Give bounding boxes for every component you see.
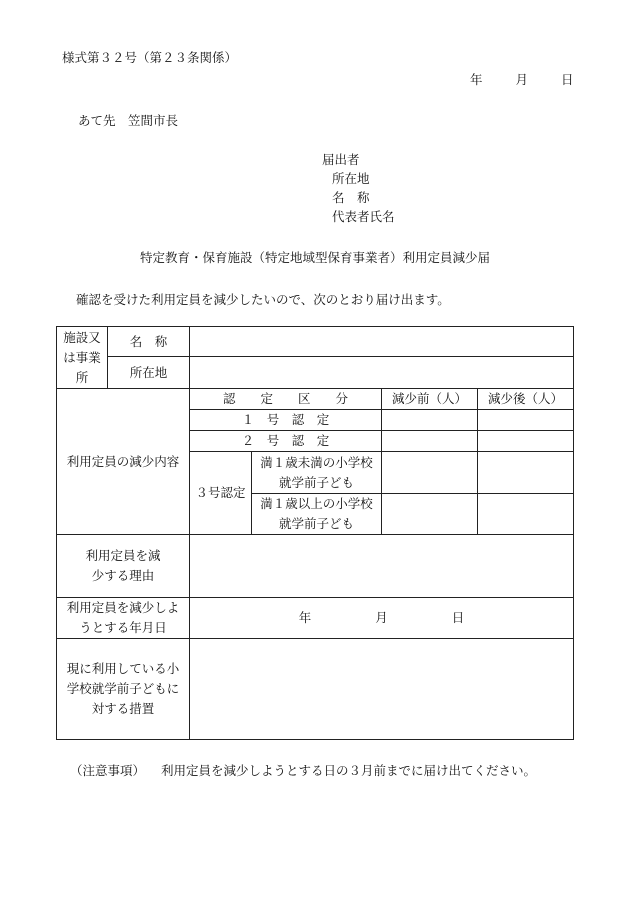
notes [70,761,536,779]
document-title: 特定教育・保育施設（特定地域型保育事業者）利用定員減少届 [139,250,490,265]
facility-address-label: 所在地 [108,357,190,389]
addressee: あて先 笠間市長 [78,113,179,128]
date-day: 日 [561,72,574,87]
facility-name-label: 名 称 [108,327,190,357]
cert1-after-cell[interactable] [478,410,574,431]
cert2-before-cell[interactable] [382,431,478,452]
capacity-reduction-label: 利用定員の減少内容 [57,389,190,535]
submission-date [470,70,574,88]
cert3-over1-label: 満１歳以上の小学校就学前子ども [252,494,382,535]
cert3-label: ３号認定 [190,452,252,535]
cert3-under1-label: 満１歳未満の小学校就学前子ども [252,452,382,494]
col-after-header: 減少後（人） [478,389,574,410]
reason-value[interactable] [190,535,574,598]
notifier-label: 届出者 [322,152,360,167]
notifier-block [322,150,395,226]
col-category-header: 認 定 区 分 [190,389,382,410]
cert3-over1-before-cell[interactable] [382,494,478,535]
cert3-under1-after-cell[interactable] [478,452,574,494]
cert3-over1-after-cell[interactable] [478,494,574,535]
cert1-label: １ 号 認 定 [190,410,382,431]
notification-table [56,326,574,740]
date-year: 年 [470,72,483,87]
cert2-label: ２ 号 認 定 [190,431,382,452]
notifier-name: 名 称 [332,190,370,205]
notifier-address: 所在地 [332,171,370,186]
col-before-header: 減少前（人） [382,389,478,410]
measures-label: 現に利用している小学校就学前子どもに対する措置 [57,639,190,740]
reduction-date-label: 利用定員を減少しようとする年月日 [57,598,190,639]
cert3-under1-before-cell[interactable] [382,452,478,494]
facility-address-value[interactable] [190,357,574,389]
measures-value[interactable] [190,639,574,740]
notifier-representative: 代表者氏名 [332,209,395,224]
reduction-date-year: 年 [298,610,312,625]
notes-text: 利用定員を減少しようとする日の３月前までに届け出てください。 [161,763,537,778]
facility-name-value[interactable] [190,327,574,357]
form-number: 様式第３２号（第２３条関係） [62,50,238,65]
reduction-date-day: 日 [451,610,465,625]
reduction-date-month: 月 [375,610,388,625]
intro-text: 確認を受けた利用定員を減少したいので、次のとおり届け出ます。 [76,292,450,307]
reduction-date-value[interactable] [190,598,574,639]
cert2-after-cell[interactable] [478,431,574,452]
notes-label: （注意事項） [70,763,146,778]
cert1-before-cell[interactable] [382,410,478,431]
date-month: 月 [515,72,529,87]
reason-label: 利用定員を減少する理由 [57,535,190,598]
facility-label: 施設又は事業所 [57,327,108,389]
